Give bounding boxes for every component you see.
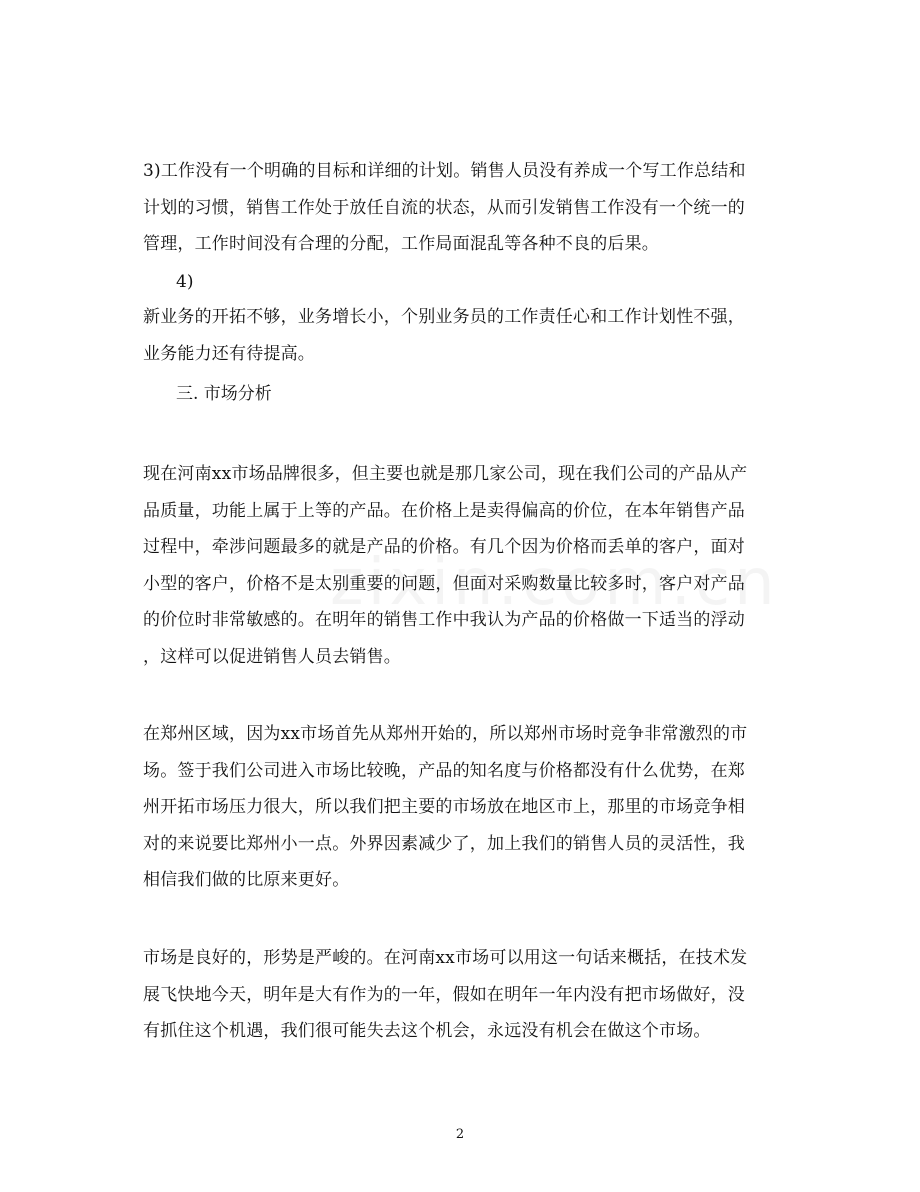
text-line: 有抓住这个机遇，我们很可能失去这个机会，永远没有机会在做这个市场。 <box>143 1021 711 1041</box>
text-line: 市场是良好的，形势是严峻的。在河南xx市场可以用这一句话来概括，在技术发 <box>143 948 748 968</box>
paragraph-market-analysis-3 <box>143 940 783 1050</box>
paragraph-item-4 <box>143 299 783 372</box>
item-4-label: 4) <box>176 272 194 292</box>
text-line: 的价位时非常敏感的。在明年的销售工作中我认为产品的价格做一下适当的浮动 <box>143 610 745 630</box>
paragraph-market-analysis-1 <box>143 456 783 675</box>
text-line: 在郑州区域，因为xx市场首先从郑州开始的，所以郑州市场时竞争非常激烈的市 <box>143 724 748 744</box>
text-line: 品质量，功能上属于上等的产品。在价格上是卖得偏高的价位，在本年销售产品 <box>143 500 745 521</box>
page-number: 2 <box>455 1127 465 1142</box>
text-line: 对的来说要比郑州小一点。外界因素减少了，加上我们的销售人员的灵活性，我 <box>143 833 745 854</box>
text-line: 小型的客户，价格不是太别重要的问题，但面对采购数量比较多时，客户对产品 <box>143 573 745 594</box>
text-line: 3)工作没有一个明确的目标和详细的计划。销售人员没有养成一个写工作总结和 <box>143 161 746 181</box>
text-line: 州开拓市场压力很大，所以我们把主要的市场放在地区市上，那里的市场竞争相 <box>143 797 745 817</box>
text-line: 展飞快地今天，明年是大有作为的一年，假如在明年一年内没有把市场做好，没 <box>143 984 745 1005</box>
text-line: 计划的习惯，销售工作处于放任自流的状态，从而引发销售工作没有一个统一的 <box>143 197 745 218</box>
text-line: 现在河南xx市场品牌很多，但主要也就是那几家公司，现在我们公司的产品从产 <box>143 464 748 484</box>
text-line: 过程中，牵涉问题最多的就是产品的价格。有几个因为价格而丢单的客户，面对 <box>143 537 745 557</box>
paragraph-item-3 <box>143 153 783 263</box>
text-line: ，这样可以促进销售人员去销售。 <box>143 646 401 667</box>
text-line: 相信我们做的比原来更好。 <box>143 870 350 890</box>
text-line: 业务能力还有待提高。 <box>143 343 315 364</box>
paragraph-market-analysis-2 <box>143 716 783 899</box>
section-heading: 三. 市场分析 <box>176 384 272 404</box>
text-line: 场。签于我们公司进入市场比较晚，产品的知名度与价格都没有什么优势，在郑 <box>143 760 745 781</box>
text-line: 管理，工作时间没有合理的分配，工作局面混乱等各种不良的后果。 <box>143 234 659 254</box>
text-line: 新业务的开拓不够，业务增长小，个别业务员的工作责任心和工作计划性不强， <box>143 307 745 327</box>
